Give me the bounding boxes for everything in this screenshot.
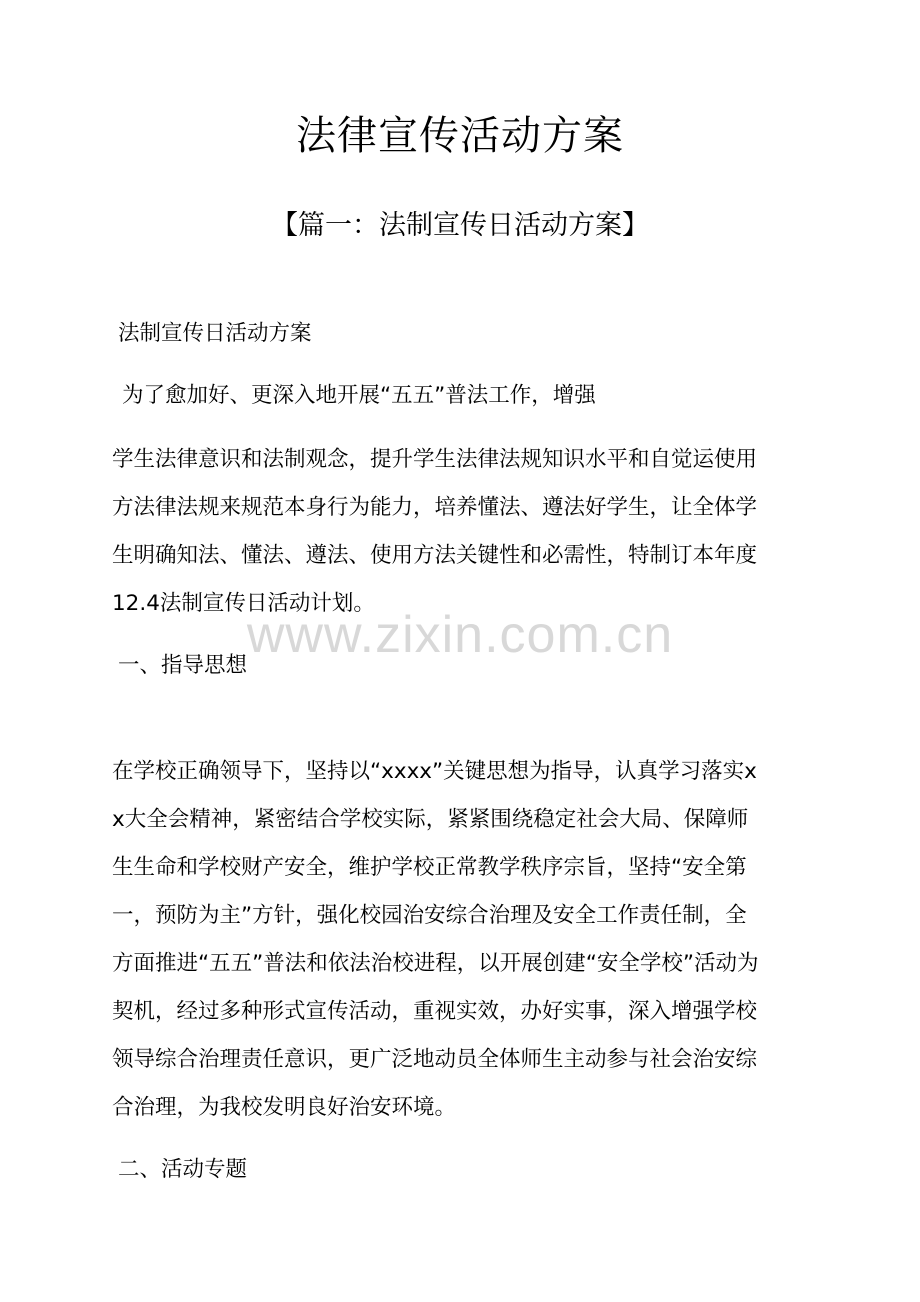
paragraph-line: 12.4法制宣传日活动计划。: [112, 591, 375, 616]
paragraph-line: 方法律法规来规范本身行为能力，培养懂法、遵法好学生，让全体学: [112, 495, 758, 520]
paragraph-line: 在学校正确领导下，坚持以“xxxx”关键思想为指导，认真学习落实x: [112, 759, 757, 784]
paragraph-line: 生明确知法、懂法、遵法、使用方法关键性和必需性，特制订本年度: [112, 543, 758, 568]
paragraph-line: 生生命和学校财产安全，维护学校正常教学秩序宗旨，坚持“安全第: [112, 855, 747, 880]
section-heading: 法制宣传日活动方案: [118, 321, 312, 346]
paragraph-line: 一，预防为主”方针，强化校园治安综合治理及安全工作责任制，全: [112, 903, 747, 928]
paragraph-line: 契机，经过多种形式宣传活动，重视实效，办好实事，深入增强学校: [112, 999, 758, 1024]
section-title-activity-topic: 二、活动专题: [118, 1157, 248, 1182]
watermark: www.zixin.com.cn: [246, 606, 674, 664]
paragraph-line: 合治理，为我校发明良好治安环境。: [112, 1095, 457, 1120]
paragraph-line: 学生法律意识和法制观念，提升学生法律法规知识水平和自觉运使用: [112, 447, 758, 472]
section-title-guiding-ideology: 一、指导思想: [118, 653, 248, 678]
document-title: 法律宣传活动方案: [296, 113, 624, 159]
paragraph-line: 领导综合治理责任意识，更广泛地动员全体师生主动参与社会治安综: [112, 1047, 758, 1072]
paragraph-line: 为了愈加好、更深入地开展“五五”普法工作，增强: [122, 383, 596, 408]
paragraph-line: x大全会精神，紧密结合学校实际，紧紧围绕稳定社会大局、保障师: [112, 807, 749, 832]
document-subtitle: 【篇一：法制宣传日活动方案】: [271, 210, 649, 241]
paragraph-line: 方面推进“五五”普法和依法治校进程，以开展创建“安全学校”活动为: [112, 951, 759, 976]
